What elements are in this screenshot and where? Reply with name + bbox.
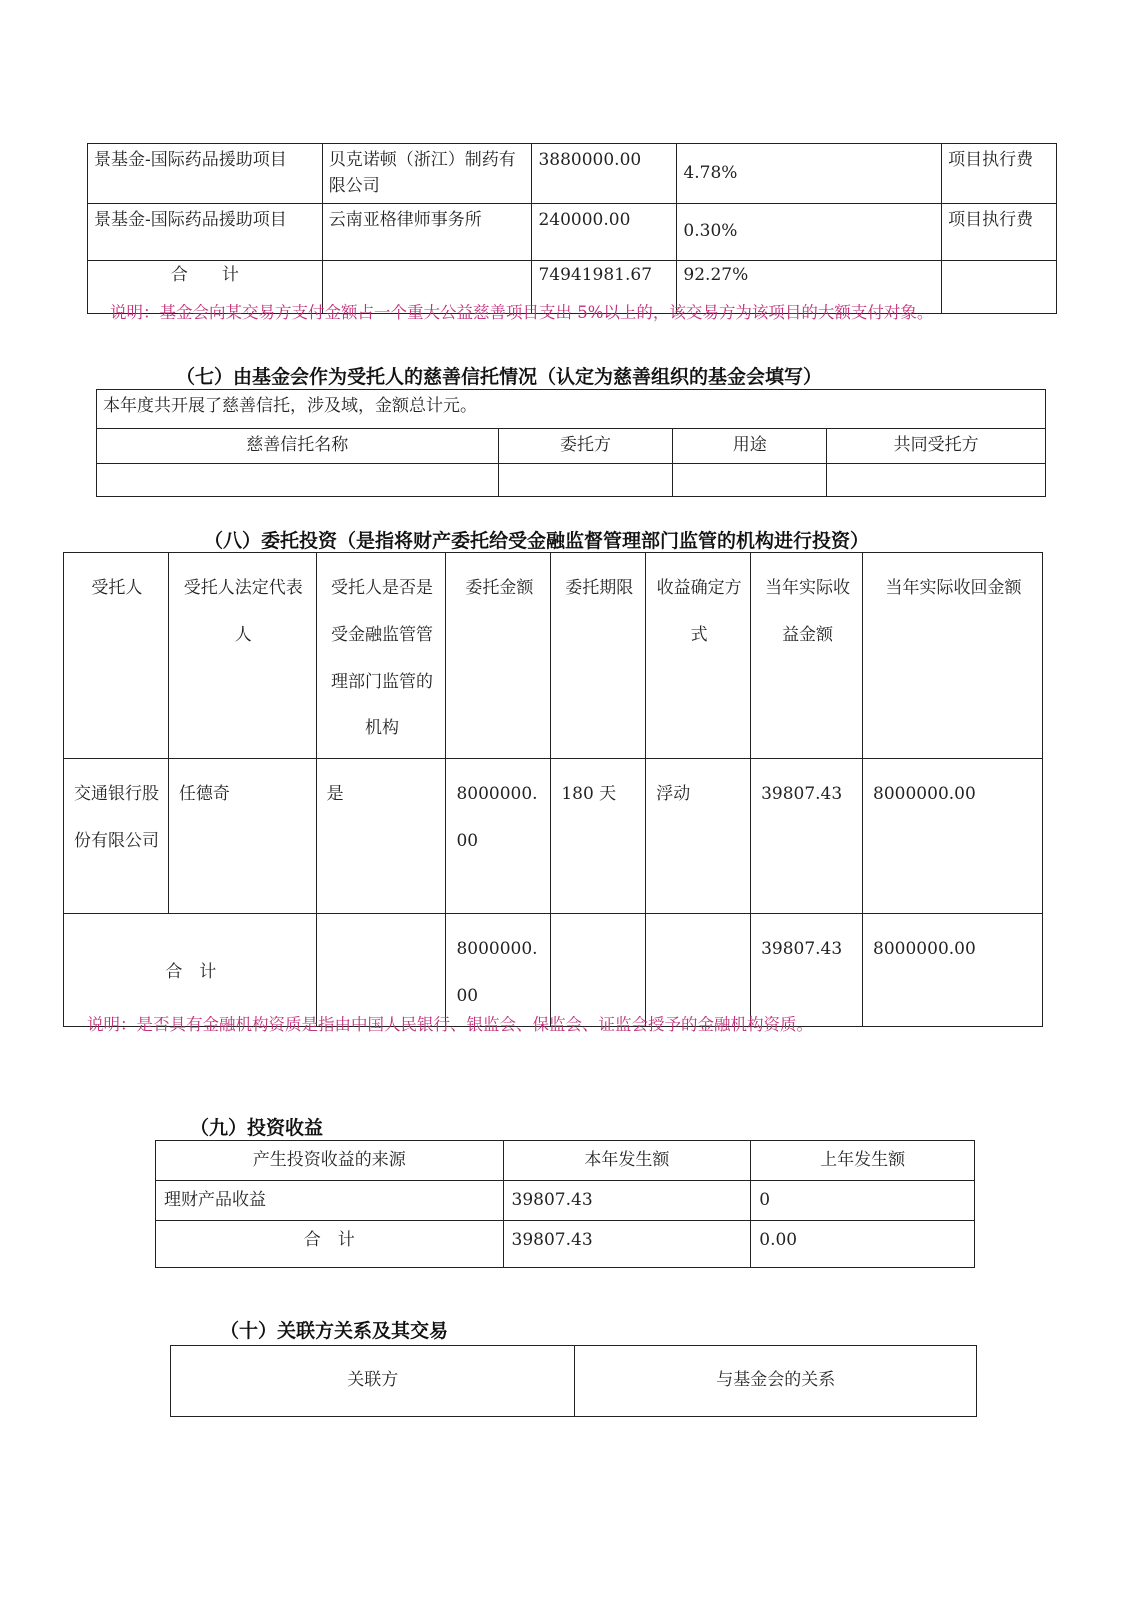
table-header-row — [171, 1346, 977, 1417]
purpose-cell: 项目执行费 — [942, 144, 1057, 204]
table-header-row — [64, 553, 1043, 759]
section8-title: （八）委托投资（是指将财产委托给受金融监督管理部门监管的机构进行投资） — [204, 530, 870, 552]
related-party-table — [170, 1345, 977, 1417]
investment-income-table — [155, 1140, 975, 1268]
header-cell: 关联方 — [171, 1346, 575, 1417]
header-cell: 受托人是否是受金融监管管理部门监管的机构 — [316, 553, 446, 759]
previous-cell: 0 — [751, 1181, 975, 1221]
total-recovered: 8000000.00 — [863, 914, 1043, 1027]
total-income: 39807.43 — [751, 914, 863, 1027]
total-amount: 8000000.00 — [446, 914, 551, 1027]
total-amount: 74941981.67 — [532, 261, 677, 314]
entrusted-investment-table — [63, 552, 1043, 1027]
table-row — [97, 390, 1046, 429]
section9-title: （九）投资收益 — [190, 1117, 324, 1139]
section10-title: （十）关联方关系及其交易 — [220, 1320, 449, 1342]
header-cell: 委托期限 — [551, 553, 646, 759]
source-cell: 理财产品收益 — [156, 1181, 504, 1221]
total-label: 合 计 — [88, 261, 323, 314]
investment-note: 说明：是否具有金融机构资质是指由中国人民银行、银监会、保监会、证监会授予的金融机构资质。 — [87, 1015, 813, 1034]
table-row — [156, 1181, 975, 1221]
table-row — [64, 759, 1043, 914]
regulated-cell: 是 — [316, 759, 446, 914]
ratio-cell: 4.78% — [677, 144, 942, 204]
current-cell: 39807.43 — [503, 1181, 751, 1221]
total-row — [156, 1221, 975, 1268]
header-cell: 用途 — [673, 429, 827, 464]
total-current: 39807.43 — [503, 1221, 751, 1268]
table-row — [88, 204, 1057, 261]
total-label: 合 计 — [64, 914, 317, 1027]
header-cell: 本年发生额 — [503, 1141, 751, 1181]
header-cell: 慈善信托名称 — [97, 429, 499, 464]
total-ratio: 92.27% — [677, 261, 942, 314]
large-payment-table — [87, 143, 1057, 314]
total-previous: 0.00 — [751, 1221, 975, 1268]
project-cell: 景基金-国际药品援助项目 — [88, 144, 323, 204]
amount-cell: 3880000.00 — [532, 144, 677, 204]
total-row — [64, 914, 1043, 1027]
header-cell: 收益确定方式 — [646, 553, 751, 759]
header-cell: 当年实际收回金额 — [863, 553, 1043, 759]
header-cell: 产生投资收益的来源 — [156, 1141, 504, 1181]
section7-title: （七）由基金会作为受托人的慈善信托情况（认定为慈善组织的基金会填写） — [176, 366, 823, 388]
purpose-cell: 项目执行费 — [942, 204, 1057, 261]
header-cell: 委托金额 — [446, 553, 551, 759]
header-cell: 受托人法定代表人 — [168, 553, 316, 759]
header-cell: 共同受托方 — [827, 429, 1046, 464]
table-row — [88, 144, 1057, 204]
amount-cell: 240000.00 — [532, 204, 677, 261]
income-cell: 39807.43 — [751, 759, 863, 914]
header-cell: 当年实际收益金额 — [751, 553, 863, 759]
trust-summary: 本年度共开展了慈善信托，涉及域，金额总计元。 — [97, 390, 1046, 429]
ratio-cell: 0.30% — [677, 204, 942, 261]
project-cell: 景基金-国际药品援助项目 — [88, 204, 323, 261]
header-cell: 委托方 — [498, 429, 673, 464]
header-cell: 上年发生额 — [751, 1141, 975, 1181]
table-header-row — [156, 1141, 975, 1181]
header-cell: 与基金会的关系 — [575, 1346, 977, 1417]
payee-cell: 贝克诺顿（浙江）制药有限公司 — [322, 144, 532, 204]
payee-cell: 云南亚格律师事务所 — [322, 204, 532, 261]
charitable-trust-table — [96, 389, 1046, 497]
amount-cell: 8000000.00 — [446, 759, 551, 914]
header-cell: 受托人 — [64, 553, 169, 759]
large-payment-note: 说明：基金会向某交易方支付金额占一个重大公益慈善项目支出 5%以上的，该交易方为该项目的大额支付对象。 — [110, 303, 934, 322]
table-row — [97, 463, 1046, 496]
trustee-cell: 交通银行股份有限公司 — [64, 759, 169, 914]
rep-cell: 任德奇 — [168, 759, 316, 914]
recovered-cell: 8000000.00 — [863, 759, 1043, 914]
term-cell: 180 天 — [551, 759, 646, 914]
method-cell: 浮动 — [646, 759, 751, 914]
table-header-row — [97, 429, 1046, 464]
total-label: 合 计 — [156, 1221, 504, 1268]
